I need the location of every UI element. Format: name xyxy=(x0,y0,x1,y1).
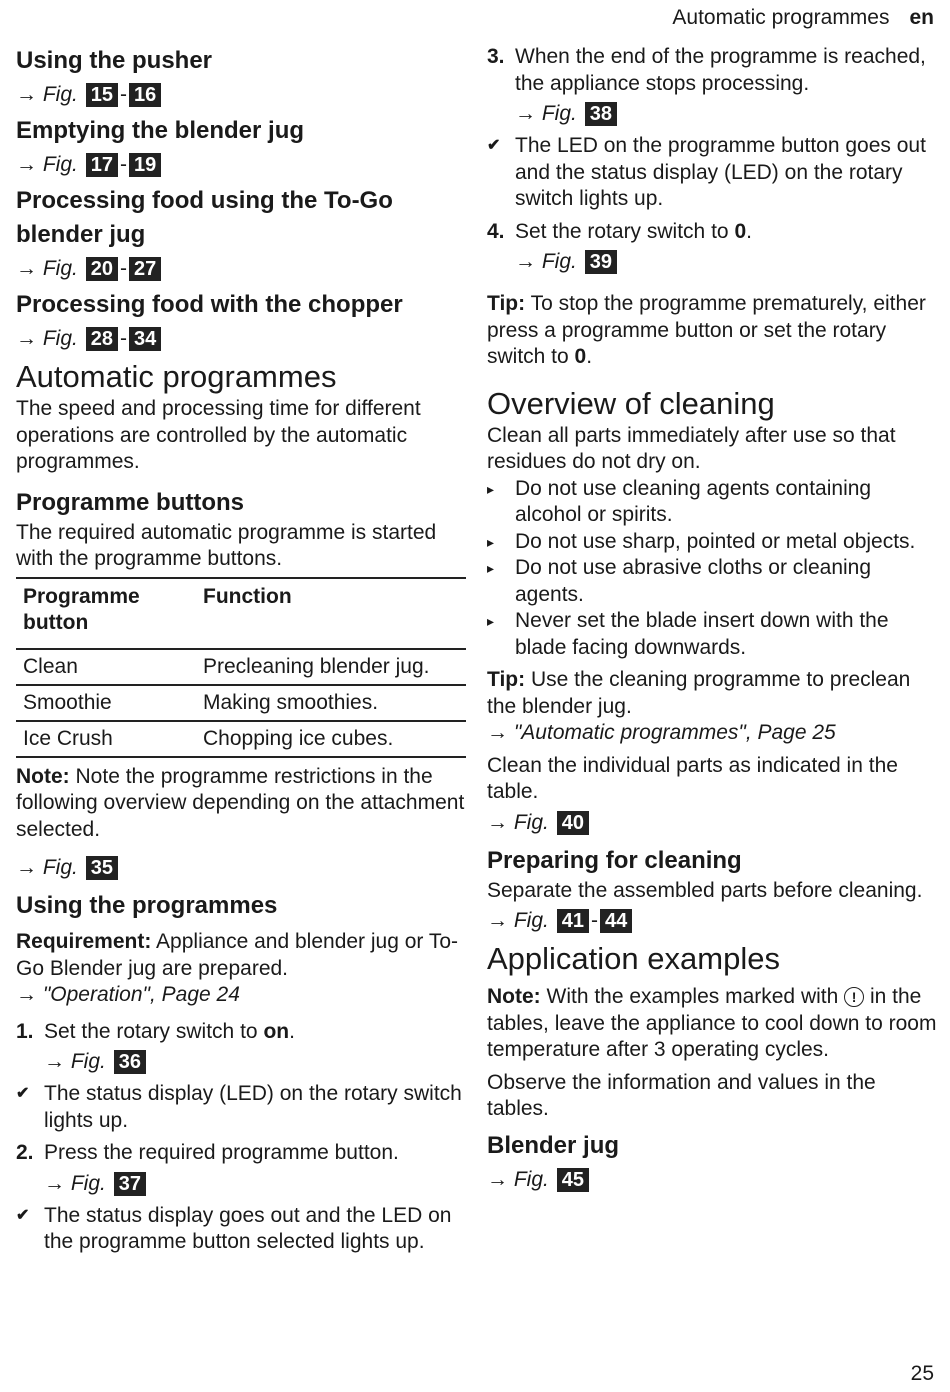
tip-paragraph: Tip: To stop the programme prematurely, either press a programme button or set the rotary switch to 0. xyxy=(487,292,926,368)
buttons-intro: The required automatic programme is started with the programme buttons. xyxy=(16,520,437,570)
fig-ref: → Fig. 28 - 34 xyxy=(16,324,466,354)
list-item: ▸ Do not use abrasive cloths or cleaning agents. xyxy=(487,555,937,608)
fig-badge: 45 xyxy=(557,1168,589,1192)
running-header xyxy=(672,6,934,30)
table-cell: Chopping ice cubes. xyxy=(203,726,394,750)
bullet-icon: ▸ xyxy=(487,560,495,576)
check-icon: ✔ xyxy=(487,137,501,154)
fig-ref: → Fig. 17 - 19 xyxy=(16,150,466,180)
step-4: 4. Set the rotary switch to 0. xyxy=(487,219,752,243)
fig-ref: → Fig. 38 xyxy=(487,99,937,129)
fig-badge: 17 xyxy=(86,153,118,177)
fig-badge: 36 xyxy=(114,1050,146,1074)
check-icon: ✔ xyxy=(16,1085,30,1102)
step-1-result: ✔ The status display (LED) on the rotary switch lights up. xyxy=(16,1081,466,1134)
programme-buttons-heading: Programme buttons xyxy=(16,488,245,516)
step-3: 3. When the end of the programme is reached, the appliance stops processing. xyxy=(487,45,926,95)
fig-ref: → Fig. 20 - 27 xyxy=(16,254,466,284)
fig-ref: → Fig. 45 xyxy=(487,1165,937,1195)
bullet-icon: ▸ xyxy=(487,533,495,550)
warning-icon: ! xyxy=(844,987,864,1007)
table-col-button: Programme button xyxy=(23,584,140,634)
pusher-heading: Using the pusher xyxy=(16,47,213,74)
auto-intro: The speed and processing time for different operations are controlled by the automatic programmes. xyxy=(16,397,421,473)
table-row xyxy=(16,721,466,757)
check-icon: ✔ xyxy=(16,1206,30,1224)
list-item: ▸ Do not use sharp, pointed or metal objects. xyxy=(487,529,937,556)
fig-badge: 39 xyxy=(585,250,617,274)
step-2: 2. Press the required programme button. xyxy=(16,1141,399,1164)
tip-ref: → "Automatic programmes", Page 25 xyxy=(487,721,836,744)
header-section: Automatic programmes xyxy=(672,6,890,29)
cleaning-bullet-list xyxy=(487,476,937,662)
table-cell: Making smoothies. xyxy=(203,690,379,714)
fig-badge: 35 xyxy=(86,856,118,880)
togo-heading: Processing food using the To-Go blender jug xyxy=(16,187,393,248)
requirement-paragraph: Requirement: Appliance and blender jug or To-Go Blender jug are prepared. xyxy=(16,930,459,980)
application-examples-heading: Application examples xyxy=(487,941,780,976)
chopper-heading: Processing food with the chopper xyxy=(16,291,403,318)
programme-table xyxy=(16,577,466,758)
fig-ref: → Fig. 36 xyxy=(16,1047,466,1077)
requirement-ref: → "Operation", Page 24 xyxy=(16,983,240,1006)
fig-badge: 19 xyxy=(129,153,161,177)
table-col-function: Function xyxy=(203,584,292,608)
table-row xyxy=(16,685,466,721)
fig-badge: 28 xyxy=(86,327,118,351)
fig-badge: 44 xyxy=(600,909,632,933)
table-cell: Clean xyxy=(23,654,78,678)
fig-badge: 16 xyxy=(129,83,161,107)
cleaning-intro: Clean all parts immediately after use so that residues do not dry on. xyxy=(487,423,896,473)
page-number: 25 xyxy=(910,1362,934,1385)
step-2-result: ✔ The status display goes out and the LED on the programme button selected lights up. xyxy=(16,1203,466,1256)
preparing-cleaning-heading: Preparing for cleaning xyxy=(487,846,742,874)
fig-ref: → Fig. 41 - 44 xyxy=(487,906,937,936)
fig-ref: → Fig. 35 xyxy=(16,853,466,883)
table-row xyxy=(16,649,466,685)
table-cell: Precleaning blender jug. xyxy=(203,654,430,678)
fig-ref: → Fig. 39 xyxy=(487,247,937,277)
bullet-icon: ▸ xyxy=(487,613,495,629)
overview-cleaning-heading: Overview of cleaning xyxy=(487,385,775,421)
fig-badge: 34 xyxy=(129,327,161,351)
bullet-icon: ▸ xyxy=(487,480,495,497)
fig-ref: → Fig. 15 - 16 xyxy=(16,80,466,110)
fig-badge: 37 xyxy=(114,1172,146,1196)
fig-badge: 27 xyxy=(129,257,161,281)
fig-badge: 38 xyxy=(585,102,617,126)
table-cell: Ice Crush xyxy=(23,726,113,750)
step-1: 1. Set the rotary switch to on. xyxy=(16,1019,295,1043)
app-note-paragraph: Note: With the examples marked with ! in the tables, leave the appliance to cool down to room temperature after 3 operating cycles. xyxy=(487,985,937,1061)
fig-ref: → Fig. 40 xyxy=(487,808,937,838)
fig-ref: → Fig. 37 xyxy=(16,1169,466,1199)
blender-jug-heading: Blender jug xyxy=(487,1131,620,1159)
fig-badge: 20 xyxy=(86,257,118,281)
left-column xyxy=(16,44,466,1256)
prep-paragraph: Separate the assembled parts before cleaning. xyxy=(487,878,923,902)
tip-paragraph: Tip: Use the cleaning programme to preclean the blender jug. xyxy=(487,668,911,718)
parts-paragraph: Clean the individual parts as indicated in the table. xyxy=(487,753,898,803)
fig-badge: 15 xyxy=(86,83,118,107)
fig-badge: 40 xyxy=(557,811,589,835)
right-column xyxy=(487,44,937,1199)
table-cell: Smoothie xyxy=(23,690,112,714)
header-lang: en xyxy=(909,6,934,29)
observe-paragraph: Observe the information and values in the tables. xyxy=(487,1070,876,1120)
list-item: ▸ Never set the blade insert down with the blade facing downwards. xyxy=(487,608,937,661)
fig-badge: 41 xyxy=(557,909,589,933)
step-3-result: ✔ The LED on the programme button goes out and the status display (LED) on the rotary switch lights up. xyxy=(487,133,937,213)
list-item: ▸ Do not use cleaning agents containing alcohol or spirits. xyxy=(487,476,937,529)
note-paragraph: Note: Note the programme restrictions in the following overview depending on the attachment selected. xyxy=(16,764,465,841)
emptying-heading: Emptying the blender jug xyxy=(16,117,305,144)
automatic-programmes-heading: Automatic programmes xyxy=(16,359,337,394)
using-programmes-heading: Using the programmes xyxy=(16,892,278,919)
table-header-row xyxy=(16,578,466,649)
